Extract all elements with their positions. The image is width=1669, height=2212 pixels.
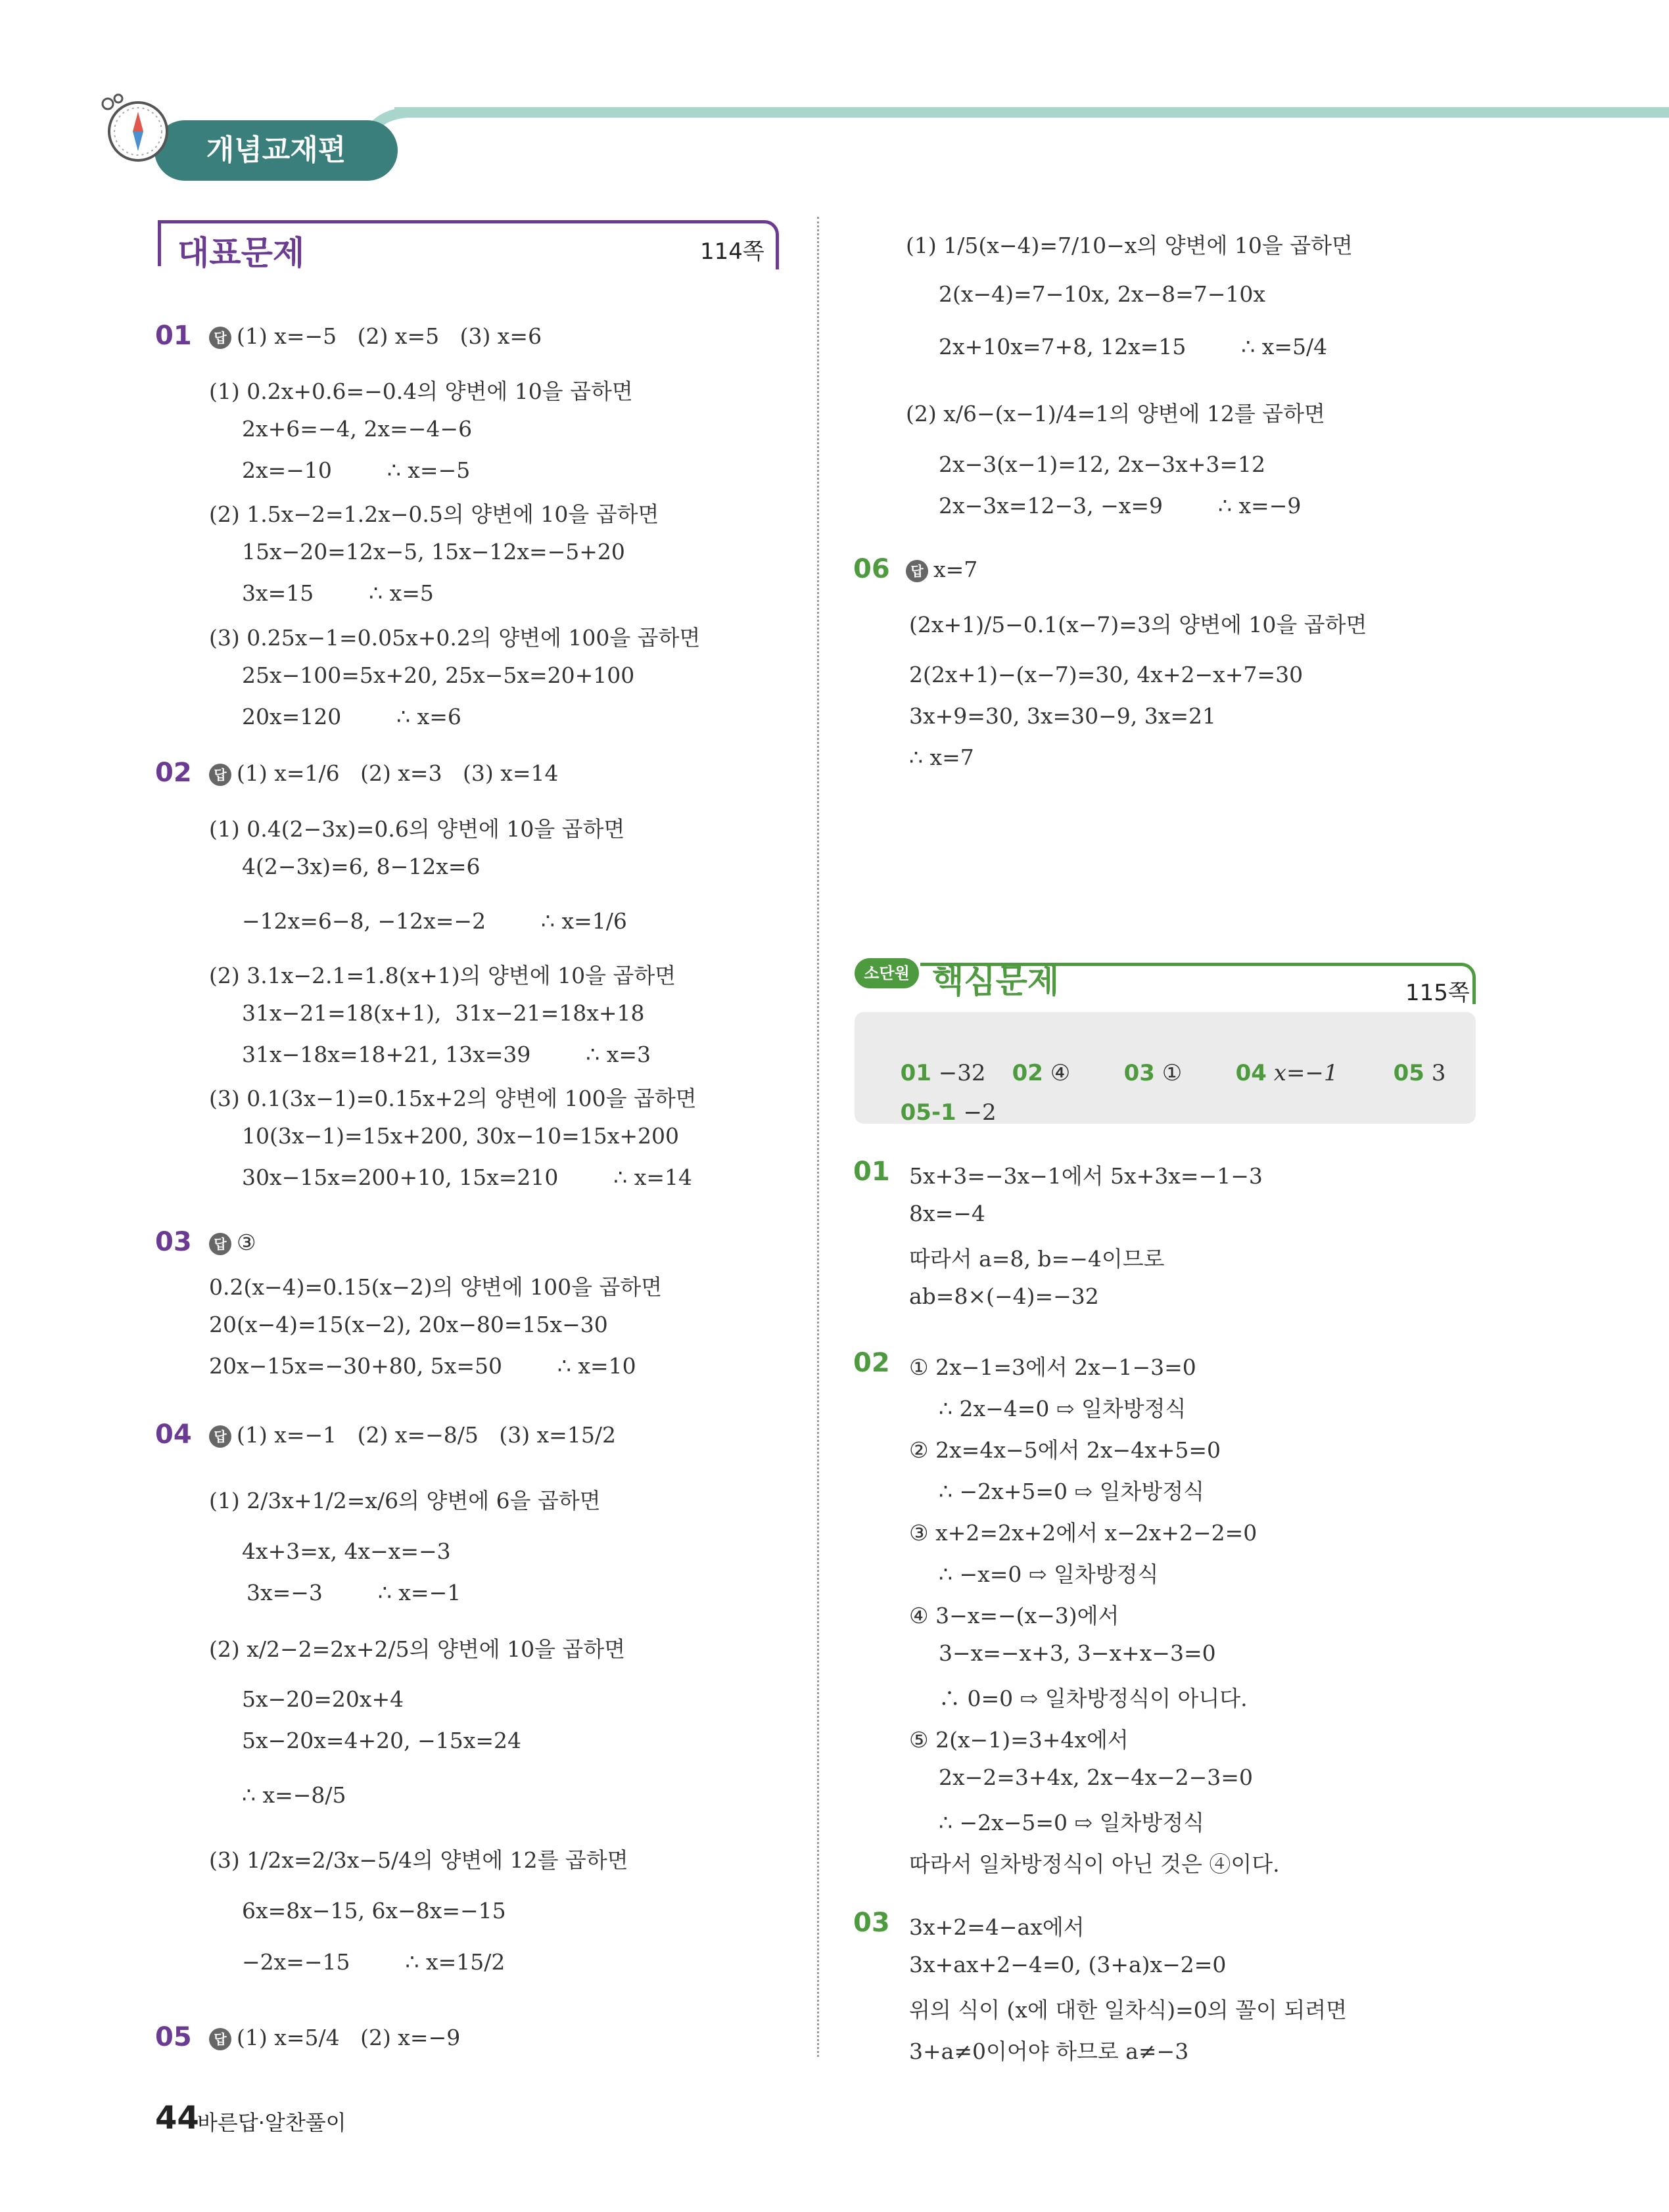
footer-text: 바른답·알찬풀이 [197, 2110, 346, 2135]
solution-line: 2x+6=−4, 2x=−4−6 [242, 416, 473, 442]
solution-line: 2x−3(x−1)=12, 2x−3x+3=12 [939, 451, 1266, 477]
right-section-page: 115쪽 [1405, 980, 1470, 1006]
solution-line: ab=8×(−4)=−32 [909, 1283, 1099, 1309]
problem-number: 02 [155, 758, 192, 788]
solution-line: (2) x/2−2=2x+2/5의 양변에 10을 곱하면 [209, 1636, 626, 1662]
answer-line: 답 (1) x=1/6 (2) x=3 (3) x=14 [209, 760, 559, 786]
solution-line: 6x=8x−15, 6x−8x=−15 [242, 1898, 506, 1924]
answer-icon: 답 [209, 2028, 231, 2050]
solution-line: 10(3x−1)=15x+200, 30x−10=15x+200 [242, 1123, 679, 1149]
solution-line: 2(x−4)=7−10x, 2x−8=7−10x [939, 281, 1266, 307]
solution-line: 3x=15 ∴ x=5 [242, 580, 434, 606]
answer-row-1: 01 −32 [900, 1060, 986, 1086]
solution-line: (1) 1/5(x−4)=7/10−x의 양변에 10을 곱하면 [906, 233, 1353, 258]
solution-line: 8x=−4 [909, 1201, 985, 1226]
solution-line: 3x=−3 ∴ x=−1 [247, 1580, 461, 1605]
solution-line: 2x+10x=7+8, 12x=15 ∴ x=5/4 [939, 334, 1328, 359]
solution-line: 5x+3=−3x−1에서 5x+3x=−1−3 [909, 1163, 1263, 1189]
answer-icon: 답 [209, 764, 231, 786]
right-section-title: 핵심문제 [932, 962, 1060, 1000]
page-number: 44 [155, 2100, 199, 2136]
solution-line: −12x=6−8, −12x=−2 ∴ x=1/6 [242, 908, 627, 934]
answer-icon: 답 [209, 1233, 231, 1255]
answer-03: 03 ① [1123, 1060, 1183, 1086]
answer-icon: 답 [906, 560, 928, 582]
solution-line: 2x=−10 ∴ x=−5 [242, 457, 471, 483]
answer-line: 답 (1) x=5/4 (2) x=−9 [209, 2025, 460, 2050]
solution-line: 20(x−4)=15(x−2), 20x−80=15x−30 [209, 1312, 608, 1337]
left-section-page: 114쪽 [700, 239, 764, 265]
solution-line: 31x−18x=18+21, 13x=39 ∴ x=3 [242, 1042, 651, 1067]
solution-line: (2) x/6−(x−1)/4=1의 양변에 12를 곱하면 [906, 401, 1325, 426]
solution-line: 0.2(x−4)=0.15(x−2)의 양변에 100을 곱하면 [209, 1274, 663, 1300]
solution-line: 따라서 일차방정식이 아닌 것은 ④이다. [909, 1851, 1280, 1877]
solution-line: ⑤ 2(x−1)=3+4x에서 [909, 1727, 1129, 1753]
subunit-badge: 소단원 [855, 958, 919, 988]
solution-line: 3−x=−x+3, 3−x+x−3=0 [939, 1640, 1216, 1666]
answer-icon: 답 [209, 1425, 231, 1448]
header-bar [394, 107, 1669, 118]
answer-line: 답 (1) x=−1 (2) x=−8/5 (3) x=15/2 [209, 1422, 616, 1448]
answer-line: 답 ③ [209, 1230, 256, 1255]
problem-number: 02 [853, 1348, 890, 1378]
solution-line: −2x=−15 ∴ x=15/2 [242, 1949, 505, 1975]
solution-line: (1) 0.2x+0.6=−0.4의 양변에 10을 곱하면 [209, 379, 633, 404]
solution-line: 4(2−3x)=6, 8−12x=6 [242, 854, 481, 879]
solution-line: 30x−15x=200+10, 15x=210 ∴ x=14 [242, 1164, 693, 1190]
problem-number: 01 [155, 321, 192, 351]
solution-line: ∴ x=−8/5 [242, 1782, 346, 1808]
answer-04: 04 x=−1 [1235, 1060, 1338, 1086]
answer-icon: 답 [209, 327, 231, 349]
solution-line: 5x−20x=4+20, −15x=24 [242, 1728, 522, 1753]
solution-line: 따라서 a=8, b=−4이므로 [909, 1246, 1165, 1272]
solution-line: ∴ −2x−5=0 ⇨ 일차방정식 [939, 1810, 1205, 1835]
solution-line: (3) 0.25x−1=0.05x+0.2의 양변에 100을 곱하면 [209, 625, 701, 651]
solution-line: 위의 식이 (x에 대한 일차식)=0의 꼴이 되려면 [909, 1997, 1347, 2023]
problem-number: 06 [853, 554, 890, 584]
answer-05: 05 3 [1393, 1060, 1446, 1086]
solution-line: 3x+2=4−ax에서 [909, 1914, 1085, 1940]
solution-line: 31x−21=18(x+1), 31x−21=18x+18 [242, 1000, 645, 1026]
column-divider [817, 217, 819, 2057]
answer-line: 답 x=7 [906, 557, 977, 582]
solution-line: 4x+3=x, 4x−x=−3 [242, 1538, 451, 1564]
answer-05-1: 05-1 −2 [900, 1099, 997, 1126]
solution-line: ∴ 0=0 ⇨ 일차방정식이 아니다. [939, 1686, 1248, 1711]
problem-number: 05 [155, 2022, 192, 2052]
clock-icon [99, 92, 177, 171]
solution-line: ∴ −2x+5=0 ⇨ 일차방정식 [939, 1479, 1205, 1504]
solution-line: ③ x+2=2x+2에서 x−2x+2−2=0 [909, 1520, 1258, 1546]
solution-line: 25x−100=5x+20, 25x−5x=20+100 [242, 662, 635, 688]
solution-line: 2x−3x=12−3, −x=9 ∴ x=−9 [939, 493, 1302, 518]
solution-line: ∴ 2x−4=0 ⇨ 일차방정식 [939, 1396, 1187, 1421]
solution-line: (3) 1/2x=2/3x−5/4의 양변에 12를 곱하면 [209, 1847, 628, 1873]
header-label: 개념교재편 [154, 120, 398, 181]
problem-number: 01 [853, 1157, 890, 1187]
solution-line: (1) 2/3x+1/2=x/6의 양변에 6을 곱하면 [209, 1488, 601, 1513]
left-section-title: 대표문제 [177, 234, 305, 272]
problem-number: 03 [853, 1908, 890, 1938]
solution-line: 20x−15x=−30+80, 5x=50 ∴ x=10 [209, 1353, 636, 1379]
solution-line: (3) 0.1(3x−1)=0.15x+2의 양변에 100을 곱하면 [209, 1086, 697, 1111]
answer-line: 답 (1) x=−5 (2) x=5 (3) x=6 [209, 323, 542, 349]
answer-02: 02 ④ [1012, 1060, 1071, 1086]
solution-line: 3x+9=30, 3x=30−9, 3x=21 [909, 703, 1216, 729]
solution-line: 3x+ax+2−4=0, (3+a)x−2=0 [909, 1952, 1227, 1977]
solution-line: ④ 3−x=−(x−3)에서 [909, 1603, 1119, 1628]
solution-line: ∴ −x=0 ⇨ 일차방정식 [939, 1561, 1159, 1587]
solution-line: (1) 0.4(2−3x)=0.6의 양변에 10을 곱하면 [209, 816, 625, 842]
problem-number: 03 [155, 1227, 192, 1257]
solution-line: 20x=120 ∴ x=6 [242, 704, 461, 729]
left-section-edge [158, 220, 161, 266]
solution-line: 15x−20=12x−5, 15x−12x=−5+20 [242, 539, 625, 565]
solution-line: 2x−2=3+4x, 2x−4x−2−3=0 [939, 1764, 1253, 1790]
solution-line: 5x−20=20x+4 [242, 1686, 404, 1712]
solution-line: 2(2x+1)−(x−7)=30, 4x+2−x+7=30 [909, 662, 1304, 687]
solution-line: 3+a≠0이어야 하므로 a≠−3 [909, 2039, 1189, 2064]
solution-line: ∴ x=7 [909, 745, 974, 770]
solution-line: (2x+1)/5−0.1(x−7)=3의 양변에 10을 곱하면 [909, 612, 1367, 637]
problem-number: 04 [155, 1419, 192, 1450]
solution-line: (2) 1.5x−2=1.2x−0.5의 양변에 10을 곱하면 [209, 501, 659, 527]
solution-line: ② 2x=4x−5에서 2x−4x+5=0 [909, 1437, 1221, 1463]
solution-line: ① 2x−1=3에서 2x−1−3=0 [909, 1354, 1196, 1380]
solution-line: (2) 3.1x−2.1=1.8(x+1)의 양변에 10을 곱하면 [209, 963, 676, 988]
